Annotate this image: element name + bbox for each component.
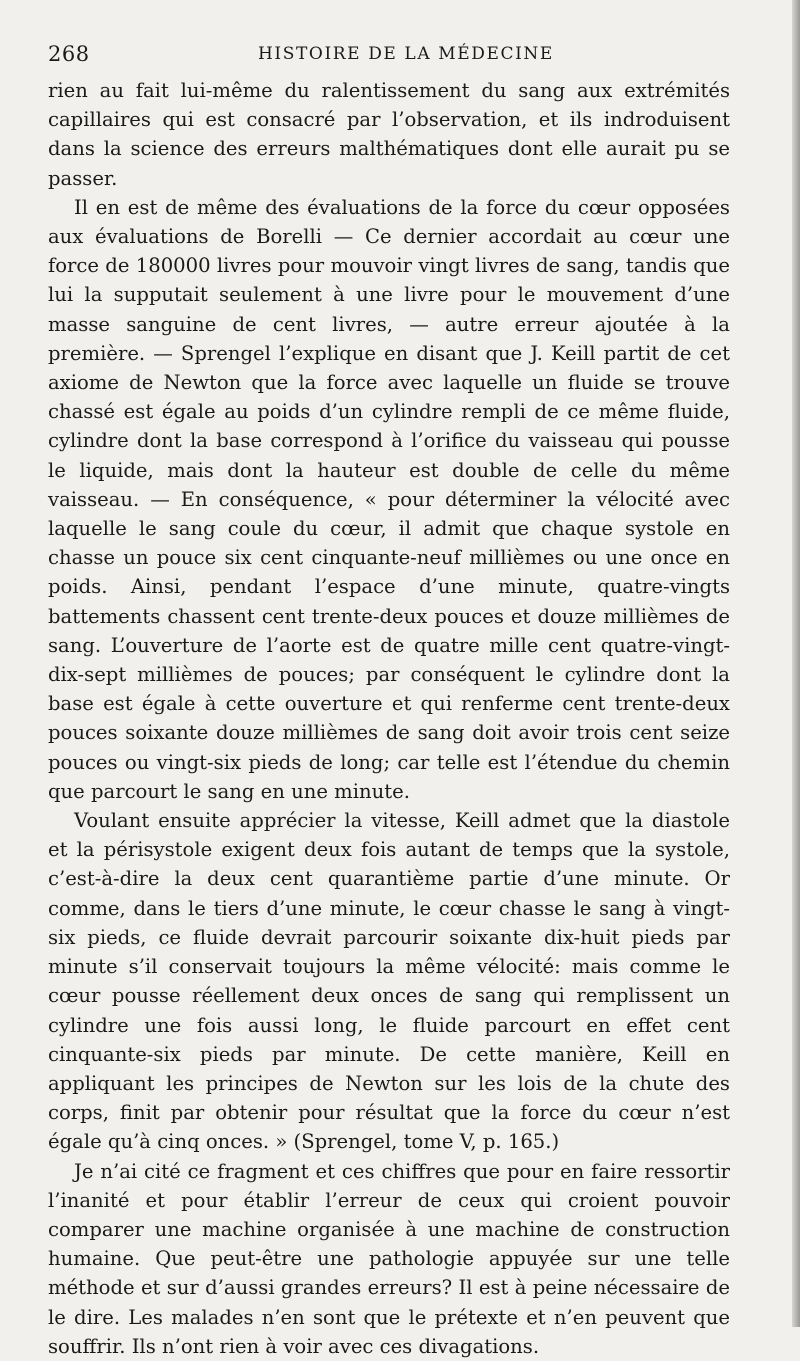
running-head <box>48 36 730 76</box>
paragraph-borelli-force: Il en est de même des évaluations de la force du cœur opposées aux évaluations de Borelli — Ce dernier accordait au cœur une force de 180000 livres pour mouvoir vingt livres de sang, tandis que lui la supputait seulement à une livre pour le mouvement d’une masse sanguine de cent livres, — autre erreur ajoutée à la première. — Sprengel l’explique en disant que J. Keill partit de cet axiome de Newton que la force avec laquelle un fluide se trouve chassé est égale au poids d’un cylindre rempli de ce même fluide, cylindre dont la base correspond à l’orifice du vaisseau qui pousse le liquide, mais dont la hauteur est double de celle du même vaisseau. — En conséquence, « pour déterminer la vélocité avec laquelle le sang coule du cœur, il admit que chaque systole en chasse un pouce six cent cinquante-neuf millièmes ou une once en poids. Ainsi, pendant l’espace d’une minute, quatre-vingts battements chassent cent trente-deux pouces et douze millièmes de sang. L’ouverture de l’aorte est de quatre mille cent quatre-vingt-dix-sept millièmes de pouces; par conséquent le cylindre dont la base est égale à cette ouverture et qui renferme cent trente-deux pouces soixante douze millièmes de sang doit avoir trois cent seize pouces ou vingt-six pieds de long; car telle est l’étendue du chemin que parcourt le sang en une minute. <box>48 195 730 803</box>
paragraph-conclusion: Je n’ai cité ce fragment et ces chiffres que pour en faire ressortir l’inanité et pour établir l’erreur de ceux qui croient pouvoir comparer une machine organisée à une machine de construction humaine. Que peut-être une pathologie appuyée sur une telle méthode et sur d’aussi grandes erreurs? Il est à peine nécessaire de le dire. Les malades n’en sont que le prétexte et n’en peuvent que souffrir. Ils n’ont rien à voir avec ces divagations. <box>48 1159 730 1358</box>
paragraph-keill-velocity: Voulant ensuite apprécier la vitesse, Keill admet que la diastole et la périsystole exigent deux fois autant de temps que la systole, c’est-à-dire la deux cent quarantième partie d’une minute. Or comme, dans le tiers d’une minute, le cœur chasse le sang à vingt-six pieds, ce fluide devrait parcourir soixante dix-huit pieds par minute s’il conservait toujours la même vélocité: mais comme le cœur pousse réellement deux onces de sang qui remplissent un cylindre une fois aussi long, le fluide parcourt en effet cent cinquante-six pieds par minute. De cette manière, Keill en appliquant les principes de Newton sur les lois de la chute des corps, finit par obtenir pour résultat que la force du cœur n’est égale qu’à cinq onces. » (Sprengel, tome V, p. 165.) <box>48 809 730 1154</box>
body-text <box>48 76 730 1361</box>
paragraph-continuation: rien au fait lui-même du ralentissement du sang aux extrémités capillaires qui est consacré par l’observation, et ils indroduisent dans la science des erreurs malthématiques dont elle aurait pu se passer. <box>48 79 730 190</box>
page-number: 268 <box>48 42 90 66</box>
running-title: HISTOIRE DE LA MÉDECINE <box>258 44 554 64</box>
page-edge-shadow <box>792 0 800 1327</box>
